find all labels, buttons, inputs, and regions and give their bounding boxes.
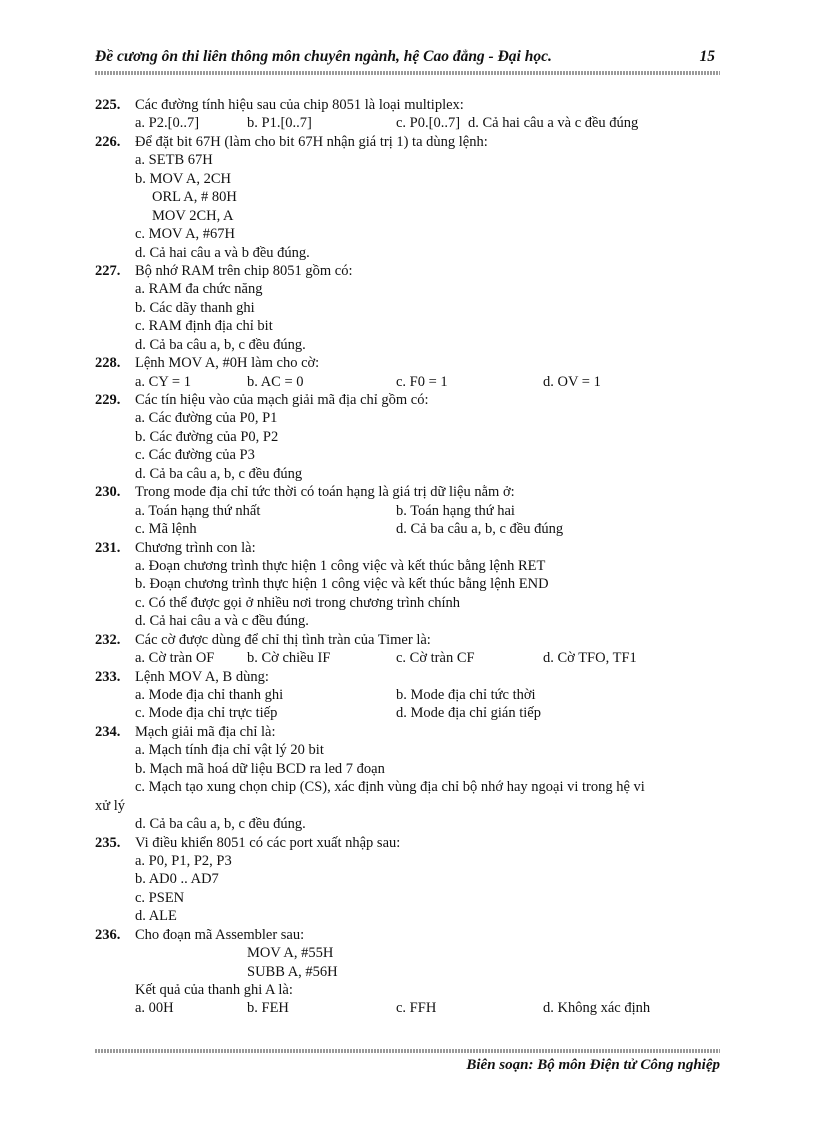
result-prompt: Kết quả của thanh ghi A là:: [135, 982, 293, 998]
option-d: d. Cả hai câu a và b đều đúng.: [135, 244, 310, 261]
option-row: [95, 907, 720, 925]
question-number: 225.: [95, 97, 121, 113]
question-number: 228.: [95, 355, 121, 372]
option-d: d. ALE: [135, 908, 177, 925]
option-a: a. 00H: [135, 1000, 174, 1017]
option-b: b. MOV A, 2CH: [135, 170, 232, 187]
code-line: SUBB A, #56H: [247, 963, 338, 980]
option-row: [95, 797, 720, 815]
option-b: b. Mạch mã hoá dữ liệu BCD ra led 7 đoạn: [135, 760, 385, 777]
option-row: [95, 557, 720, 575]
option-row: [95, 151, 720, 169]
option-a: a. Đoạn chương trình thực hiện 1 công việc và kết thúc bằng lệnh RET: [135, 557, 546, 574]
question-232: [95, 631, 720, 649]
option-a: a. CY = 1: [135, 373, 191, 390]
option-row: [95, 446, 720, 464]
question-number: 230.: [95, 484, 121, 501]
option-row: [95, 207, 720, 225]
option-c: c. F0 = 1: [396, 373, 448, 390]
option-b: b. Toán hạng thứ hai: [396, 502, 515, 519]
question-text: Cho đoạn mã Assembler sau:: [135, 926, 305, 943]
option-row: [95, 815, 720, 833]
option-row: [95, 889, 720, 907]
option-row: [95, 852, 720, 870]
option-row: [95, 778, 720, 796]
question-number: 232.: [95, 631, 121, 648]
option-d: d. Cả hai câu a và c đều đúng: [468, 115, 639, 132]
option-row: [95, 188, 720, 206]
option-c: c. Các đường của P3: [135, 447, 255, 464]
question-number: 236.: [95, 926, 121, 943]
option-row: [95, 428, 720, 446]
footer-author: Biên soạn: Bộ môn Điện tử Công nghiệp: [466, 1057, 720, 1073]
option-d: d. Mode địa chỉ gián tiếp: [396, 705, 541, 722]
option-b: b. AC = 0: [247, 373, 304, 390]
question-text: Các đường tính hiệu sau của chip 8051 là loại multiplex:: [135, 97, 464, 113]
question-227: [95, 262, 720, 280]
question-number: 226.: [95, 133, 121, 150]
question-225: [95, 96, 720, 114]
option-c: c. Cờ tràn CF: [396, 650, 475, 667]
option-row: [95, 612, 720, 630]
options-row: [95, 373, 720, 391]
question-230: [95, 483, 720, 501]
option-c: c. Mạch tạo xung chọn chip (CS), xác định vùng địa chỉ bộ nhớ hay ngoại vi trong hệ vi: [135, 779, 645, 796]
option-c: c. P0.[0..7]: [396, 115, 461, 132]
question-231: [95, 539, 720, 557]
question-text: Vi điều khiển 8051 có các port xuất nhập sau:: [135, 834, 401, 851]
option-a: a. Các đường của P0, P1: [135, 410, 278, 427]
option-a: a. Toán hạng thứ nhất: [135, 502, 261, 519]
option-row: [95, 594, 720, 612]
question-226: [95, 133, 720, 151]
options-row: [95, 686, 720, 704]
question-text: Bộ nhớ RAM trên chip 8051 gồm có:: [135, 262, 353, 279]
option-b: b. Đoạn chương trình thực hiện 1 công việc và kết thúc bằng lệnh END: [135, 576, 549, 593]
option-row: [95, 575, 720, 593]
option-d: d. Cả ba câu a, b, c đều đúng: [396, 521, 564, 538]
question-235: [95, 834, 720, 852]
option-row: [95, 244, 720, 262]
option-row: [95, 299, 720, 317]
code-row: [95, 963, 720, 981]
options-row: [95, 520, 720, 538]
option-b: b. Cờ chiều IF: [247, 650, 331, 667]
option-row: [95, 317, 720, 335]
option-d: d. Cả ba câu a, b, c đều đúng.: [135, 336, 306, 353]
question-number: 229.: [95, 392, 121, 408]
options-row: [95, 114, 720, 132]
option-b: b. Mode địa chỉ tức thời: [396, 687, 536, 703]
question-234: [95, 723, 720, 741]
option-b: b. Các dãy thanh ghi: [135, 299, 255, 316]
options-row: [95, 649, 720, 667]
option-c: c. PSEN: [135, 889, 185, 906]
option-a: a. Mode địa chỉ thanh ghi: [135, 687, 284, 703]
question-229: [95, 391, 720, 409]
question-text: Các tín hiệu vào của mạch giải mã địa chỉ gồm có:: [135, 392, 429, 408]
question-number: 235.: [95, 834, 121, 851]
option-row: [95, 465, 720, 483]
option-row: [95, 170, 720, 188]
option-b: b. Các đường của P0, P2: [135, 428, 279, 445]
option-c: c. Có thể được gọi ở nhiều nơi trong chương trình chính: [135, 594, 461, 611]
question-text: Các cờ được dùng để chỉ thị tình tràn của Timer là:: [135, 631, 431, 648]
code-line: MOV 2CH, A: [152, 207, 234, 224]
option-row: [95, 280, 720, 298]
option-c: c. FFH: [396, 1000, 437, 1017]
option-a: a. SETB 67H: [135, 152, 213, 169]
option-c-continued: xử lý: [95, 797, 126, 814]
question-number: 234.: [95, 723, 121, 740]
options-row: [95, 502, 720, 520]
header-title: Đề cương ôn thi liên thông môn chuyên ngành, hệ Cao đẳng - Đại học.: [95, 48, 552, 65]
option-row: [95, 225, 720, 243]
option-row: [95, 409, 720, 427]
footer-divider: [95, 1049, 720, 1053]
option-d: d. Không xác định: [543, 1000, 651, 1017]
question-number: 233.: [95, 668, 121, 685]
question-233: [95, 668, 720, 686]
option-d: d. Cờ TFO, TF1: [543, 650, 637, 667]
option-c: c. Mã lệnh: [135, 521, 197, 538]
question-list: [95, 96, 720, 1018]
prompt-row: [95, 981, 720, 999]
option-row: [95, 760, 720, 778]
option-a: a. P0, P1, P2, P3: [135, 852, 232, 869]
options-row: [95, 999, 720, 1017]
option-d: d. Cả ba câu a, b, c đều đúng: [135, 465, 303, 482]
option-c: c. RAM định địa chỉ bit: [135, 318, 273, 335]
option-c: c. Mode địa chỉ trực tiếp: [135, 705, 278, 722]
option-d: d. Cả hai câu a và c đều đúng.: [135, 613, 309, 630]
option-d: d. Cả ba câu a, b, c đều đúng.: [135, 816, 306, 833]
option-a: a. Mạch tính địa chỉ vật lý 20 bit: [135, 742, 324, 759]
option-d: d. OV = 1: [543, 373, 601, 390]
options-row: [95, 704, 720, 722]
option-b: b. FEH: [247, 1000, 289, 1017]
option-row: [95, 870, 720, 888]
page-number: 15: [699, 48, 715, 65]
header-divider: [95, 71, 720, 75]
question-228: [95, 354, 720, 372]
question-number: 227.: [95, 262, 121, 279]
question-text: Lệnh MOV A, B dùng:: [135, 668, 269, 685]
option-b: b. AD0 .. AD7: [135, 871, 219, 888]
question-text: Để đặt bit 67H (làm cho bit 67H nhận giá trị 1) ta dùng lệnh:: [135, 133, 488, 150]
question-text: Mạch giải mã địa chỉ là:: [135, 723, 276, 740]
option-row: [95, 336, 720, 354]
question-number: 231.: [95, 539, 121, 556]
question-236: [95, 926, 720, 944]
code-line: MOV A, #55H: [247, 945, 334, 962]
question-text: Trong mode địa chỉ tức thời có toán hạng là giá trị dữ liệu nằm ở:: [135, 484, 515, 501]
option-a: a. P2.[0..7]: [135, 115, 200, 132]
page-header: [95, 48, 720, 68]
code-line: ORL A, # 80H: [152, 189, 237, 206]
option-a: a. Cờ tràn OF: [135, 650, 215, 667]
question-text: Lệnh MOV A, #0H làm cho cờ:: [135, 355, 320, 372]
option-c: c. MOV A, #67H: [135, 226, 236, 243]
option-a: a. RAM đa chức năng: [135, 281, 263, 298]
option-row: [95, 741, 720, 759]
code-row: [95, 944, 720, 962]
option-b: b. P1.[0..7]: [247, 115, 312, 132]
question-text: Chương trình con là:: [135, 539, 256, 556]
